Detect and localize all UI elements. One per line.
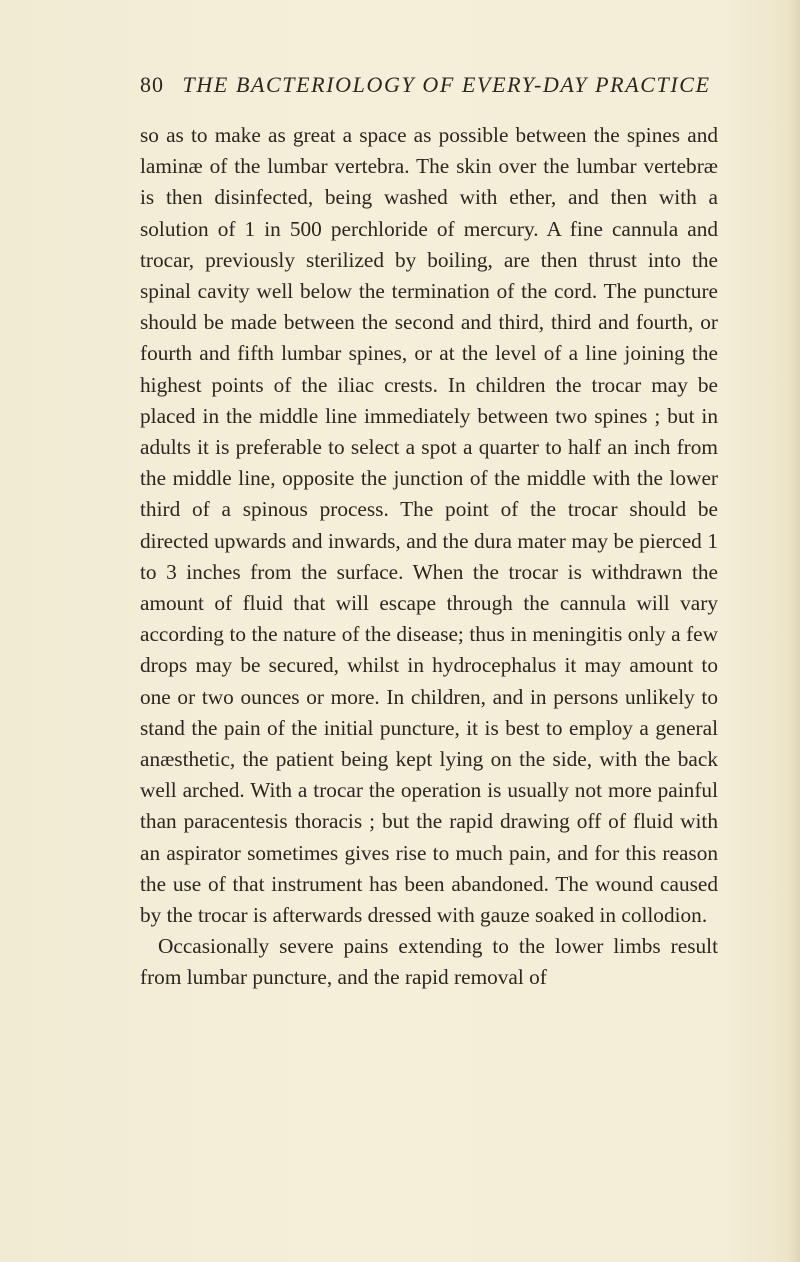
running-title: THE BACTERIOLOGY OF EVERY-DAY PRACTICE bbox=[182, 72, 711, 97]
running-head bbox=[140, 72, 720, 98]
page-number: 80 bbox=[140, 72, 164, 97]
body-text bbox=[140, 120, 718, 994]
page-edge-shadow bbox=[786, 0, 800, 1262]
paragraph-new: Occasionally severe pains extending to the lower limbs result from lumbar puncture, and the rapid removal of bbox=[140, 934, 718, 990]
paragraph-continued: so as to make as great a space as possible between the spines and laminæ of the lumbar vertebra. The skin over the lumbar vertebræ is then disinfected, being washed with ether, and then with a solution of 1 in 500 perchloride of mercury. A fine cannula and trocar, previously sterilized by boiling, are then thrust into the spinal cavity well below the termination of the cord. The puncture should be made between the second and third, third and fourth, or fourth and fifth lumbar spines, or at the level of a line joining the highest points of the iliac crests. In children the trocar may be placed in the middle line immediately between two spines ; but in adults it is preferable to select a spot a quarter to half an inch from the middle line, opposite the junction of the middle with the lower third of a spinous process. The point of the trocar should be directed upwards and inwards, and the dura mater may be pierced 1 to 3 inches from the surface. When the trocar is withdrawn the amount of fluid that will escape through the cannula will vary according to the nature of the disease; thus in meningitis only a few drops may be secured, whilst in hydrocephalus it may amount to one or two ounces or more. In children, and in persons unlikely to stand the pain of the initial puncture, it is best to employ a general anæsthetic, the patient being kept lying on the side, with the back well arched. With a trocar the operation is usually not more painful than paracentesis thoracis ; but the rapid drawing off of fluid with an aspirator sometimes gives rise to much pain, and for this reason the use of that instrument has been abandoned. The wound caused by the trocar is afterwards dressed with gauze soaked in collodion. bbox=[140, 123, 718, 928]
